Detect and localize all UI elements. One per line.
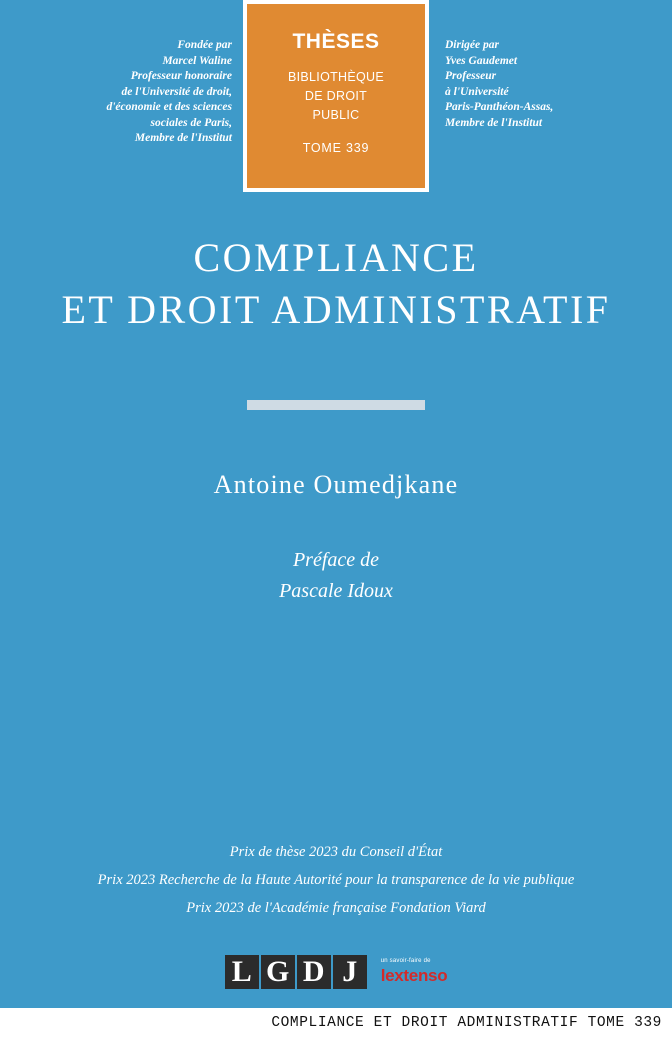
lgdj-letter-l: L xyxy=(225,955,261,989)
preface-credit xyxy=(0,545,672,607)
director-line-6: Membre de l'Institut xyxy=(445,116,543,129)
preface-author: Pascale Idoux xyxy=(279,580,393,602)
series-badge xyxy=(243,0,429,192)
lextenso-imprint xyxy=(381,955,448,989)
founder-line-6: sociales de Paris, xyxy=(150,116,232,129)
book-title-line-1: COMPLIANCE xyxy=(193,235,479,280)
series-volume-number: TOME 339 xyxy=(302,141,370,155)
lgdj-letter-g: G xyxy=(261,955,297,989)
book-author: Antoine Oumedjkane xyxy=(213,470,459,499)
founder-line-4: de l'Université de droit, xyxy=(121,85,232,98)
award-item: Prix 2023 Recherche de la Haute Autorité pour la transparence de la vie publique xyxy=(97,872,575,888)
director-line-5: Paris-Panthéon-Assas, xyxy=(445,101,554,113)
director-line-3: Professeur xyxy=(445,70,497,82)
publisher-logo xyxy=(0,955,672,1001)
series-founder-block xyxy=(20,38,232,147)
series-subtitle-line-3: PUBLIC xyxy=(312,108,360,122)
preface-label: Préface de xyxy=(292,549,380,571)
series-title: THÈSES xyxy=(292,30,380,53)
cover-top-band xyxy=(0,0,672,200)
series-badge-inner xyxy=(247,4,425,188)
lextenso-tagline: un savoir-faire de xyxy=(380,958,431,964)
lgdj-letter-d: D xyxy=(297,955,333,989)
book-title-line-2: ET DROIT ADMINISTRATIF xyxy=(61,287,611,332)
award-item: Prix 2023 de l'Académie française Fondation Viard xyxy=(186,900,486,916)
series-subtitle-line-1: BIBLIOTHÈQUE xyxy=(288,70,384,84)
founder-line-5: d'économie et des sciences xyxy=(106,101,232,113)
founder-line-3: Professeur honoraire xyxy=(130,70,232,82)
series-subtitle xyxy=(288,68,384,125)
director-line-4: à l'Université xyxy=(445,85,509,98)
founder-line-2: Marcel Waline xyxy=(162,54,232,67)
director-line-1: Dirigée par xyxy=(445,39,499,51)
title-divider-rule xyxy=(247,400,425,410)
founder-line-1: Fondée par xyxy=(177,39,232,51)
founder-line-7: Membre de l'Institut xyxy=(134,132,232,144)
lextenso-name: lextenso xyxy=(380,966,448,985)
series-director-block xyxy=(445,38,657,131)
award-item: Prix de thèse 2023 du Conseil d'État xyxy=(229,844,443,860)
director-line-2: Yves Gaudemet xyxy=(445,54,518,67)
series-subtitle-line-2: DE DROIT xyxy=(304,89,368,103)
lgdj-letter-j: J xyxy=(333,955,367,989)
awards-list xyxy=(0,838,672,922)
book-title xyxy=(0,232,672,336)
image-caption: COMPLIANCE ET DROIT ADMINISTRATIF TOME 339 xyxy=(0,1008,672,1038)
lgdj-logo xyxy=(225,955,367,989)
